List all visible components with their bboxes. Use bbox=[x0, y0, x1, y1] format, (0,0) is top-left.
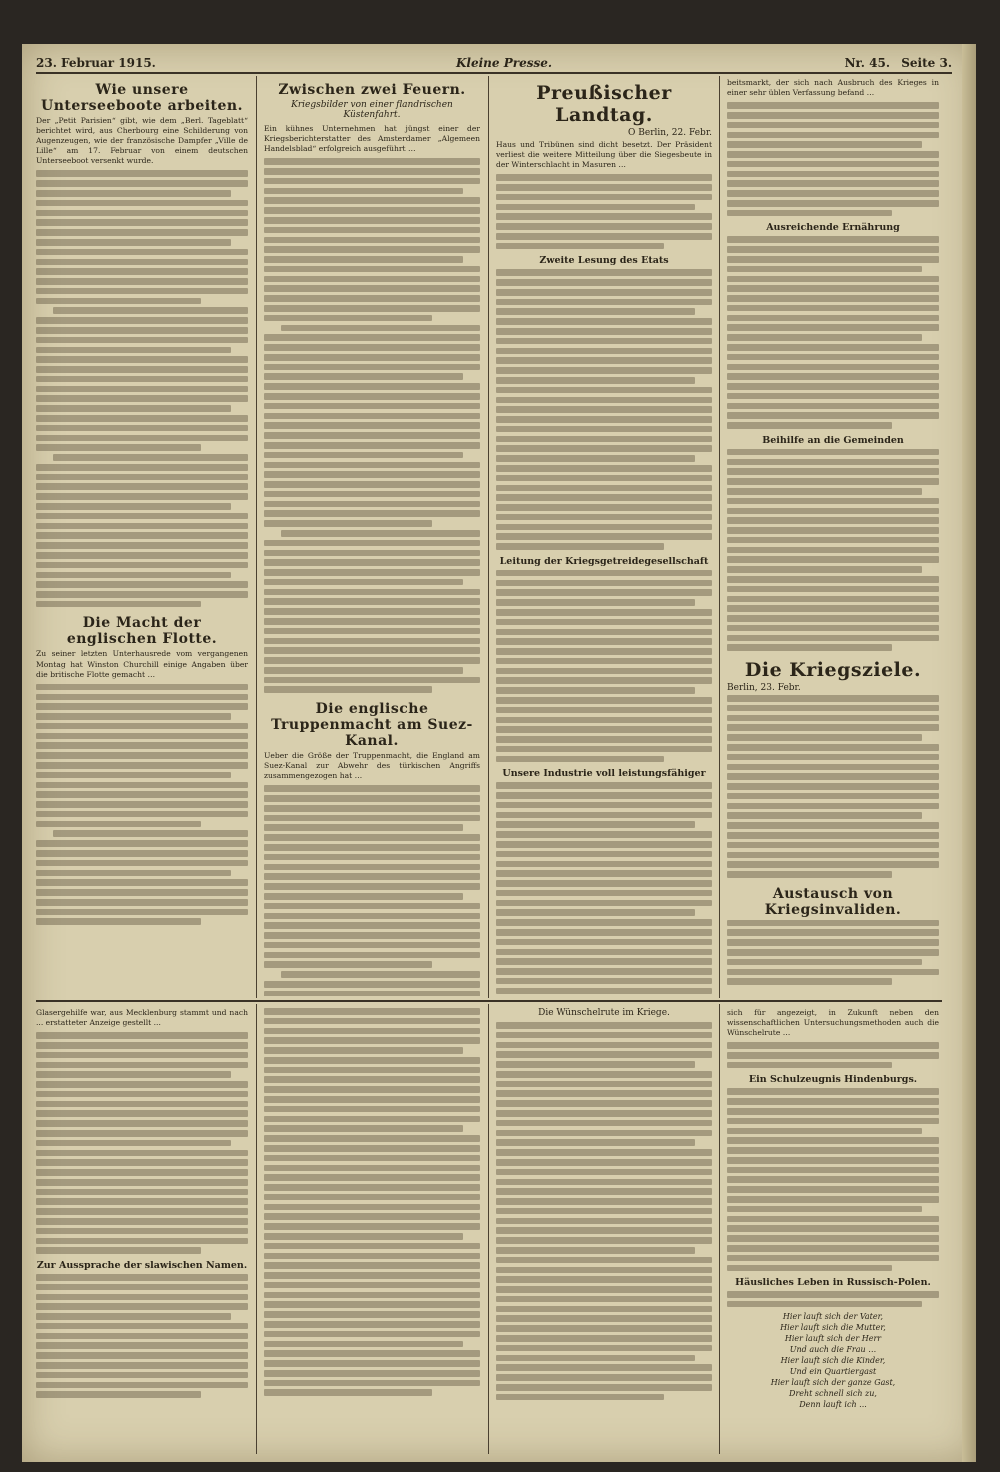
section-ernaehrung: Ausreichende Ernährung bbox=[766, 222, 900, 234]
section-industrie: Unsere Industrie voll leistungsfähiger bbox=[502, 768, 706, 780]
article-intro: Ueber die Größe der Truppenmacht, die England am Suez-Kanal zur Abwehr des türkischen Angriffs zusammengezogen hat … bbox=[264, 751, 480, 781]
feuilleton-column-3 bbox=[496, 1008, 712, 1454]
page-spine bbox=[962, 44, 976, 1462]
article-body bbox=[264, 785, 480, 996]
article-body bbox=[727, 236, 939, 428]
feuilleton-text: Glasergehilfe war, aus Mecklenburg stammt und nach ... erstatteter Anzeige gestellt ... bbox=[36, 1008, 248, 1028]
section-getreide: Leitung der Kriegsgetreidegesellschaft bbox=[499, 555, 709, 567]
article-body bbox=[727, 449, 939, 651]
poem-line: Hier lauft sich die Mutter, bbox=[780, 1323, 886, 1333]
poem-line: Hier lauft sich der Herr bbox=[784, 1334, 882, 1344]
feuilleton-body bbox=[727, 1042, 939, 1068]
feuilleton-body bbox=[496, 1022, 712, 1400]
feuilleton-column-4 bbox=[727, 1008, 939, 1454]
article-body bbox=[36, 170, 248, 607]
article-intro: Haus und Tribünen sind dicht besetzt. Der Präsident verliest die weitere Mitteilung über die Siegesbeute in der Winterschlacht in Masuren … bbox=[496, 140, 712, 170]
article-body bbox=[496, 269, 712, 549]
headline-suez-kanal: Die englische Truppenmacht am Suez-Kanal. bbox=[271, 701, 473, 750]
article-continuation: beitsmarkt, der sich nach Ausbruch des Krieges in einer sehr üblen Verfassung befand … bbox=[727, 78, 939, 98]
article-body bbox=[36, 684, 248, 925]
article-body bbox=[496, 782, 712, 996]
masthead-date: 23. Februar 1915. bbox=[36, 56, 156, 70]
feuilleton-column-2 bbox=[264, 1008, 480, 1454]
article-column-4 bbox=[727, 78, 939, 996]
masthead bbox=[36, 56, 952, 74]
feuilleton-body bbox=[727, 1291, 939, 1307]
subhead-kuestenfahrt: Kriegsbilder von einer flandrischen Küstenfahrt. bbox=[291, 100, 453, 120]
feuilleton-divider bbox=[36, 1000, 942, 1002]
feuilleton-body bbox=[727, 1088, 939, 1271]
poem bbox=[727, 1311, 939, 1410]
column-rule bbox=[488, 1004, 489, 1454]
poem-line: Denn lauft ich ... bbox=[799, 1400, 867, 1410]
headline-kriegsziele: Die Kriegsziele. bbox=[744, 659, 922, 682]
article-intro: Der „Petit Parisien“ gibt, wie dem „Berl. Tageblatt“ berichtet wird, aus Cherbourg eine Schilderung von Augenzeugen, wie der französische Dampfer „Ville de Lille“ am 17. Februar von einem deutschen Unterseeboot versenkt wurde. bbox=[36, 116, 248, 166]
section-slawische-namen: Zur Aussprache der slawischen Namen. bbox=[36, 1259, 248, 1271]
article-body bbox=[727, 102, 939, 216]
poem-line: Hier lauft sich die Kinder, bbox=[780, 1356, 886, 1366]
feuilleton-body bbox=[36, 1274, 248, 1398]
headline-flotte: Die Macht der englischen Flotte. bbox=[66, 615, 218, 648]
feuilleton-body bbox=[264, 1008, 480, 1396]
poem-line: Hier lauft sich der ganze Gast, bbox=[770, 1378, 896, 1388]
article-body bbox=[264, 158, 480, 693]
headline-zwei-feuern: Zwischen zwei Feuern. bbox=[278, 82, 466, 98]
dateline-kriegsziele: Berlin, 23. Febr. bbox=[727, 683, 801, 694]
feuilleton-text: sich für angezeigt, in Zukunft neben den wissenschaftlichen Untersuchungsmethoden auch die Wünschelrute … bbox=[727, 1008, 939, 1038]
section-zweite-lesung: Zweite Lesung des Etats bbox=[539, 255, 669, 267]
headline-unterseeboote: Wie unsere Unterseeboote arbeiten. bbox=[41, 82, 243, 114]
column-rule bbox=[719, 76, 720, 998]
article-column-1 bbox=[36, 78, 248, 996]
article-column-2 bbox=[264, 78, 480, 996]
article-column-3 bbox=[496, 78, 712, 996]
headline-kriegsinvaliden: Austausch von Kriegsinvaliden. bbox=[764, 885, 902, 918]
section-beihilfe: Beihilfe an die Gemeinden bbox=[762, 434, 904, 446]
masthead-page: Seite 3. bbox=[901, 56, 952, 70]
article-body bbox=[496, 570, 712, 762]
article-intro: Ein kühnes Unternehmen hat jüngst einer der Kriegsberichterstatter des Amsterdamer „Algemeen Handelsblad“ erfolgreich ausgeführt … bbox=[264, 124, 480, 154]
poem-line: Und ein Quartiergast bbox=[789, 1367, 877, 1377]
section-hindenburg: Ein Schulzeugnis Hindenburgs. bbox=[748, 1074, 918, 1086]
feuilleton-heading: Die Wünschelrute im Kriege. bbox=[538, 1008, 670, 1018]
article-intro: Zu seiner letzten Unterhausrede vom vergangenen Montag hat Winston Churchill einige Angaben über die britische Flotte gemacht … bbox=[36, 649, 248, 679]
poem-line: Dreht schnell sich zu, bbox=[789, 1389, 877, 1399]
dateline-landtag: O Berlin, 22. Febr. bbox=[628, 128, 712, 138]
masthead-paper: Kleine Presse. bbox=[456, 56, 553, 70]
article-body bbox=[496, 174, 712, 249]
column-rule bbox=[719, 1004, 720, 1454]
column-rule bbox=[488, 76, 489, 998]
poem-line: Hier lauft sich der Vater, bbox=[782, 1312, 884, 1322]
column-rule bbox=[256, 76, 257, 998]
feuilleton-column-1 bbox=[36, 1008, 248, 1454]
feuilleton-body bbox=[36, 1032, 248, 1254]
newspaper-page bbox=[22, 44, 976, 1462]
poem-line: Und auch die Frau … bbox=[789, 1345, 877, 1355]
article-body bbox=[727, 695, 939, 878]
article-body bbox=[727, 920, 939, 985]
masthead-number: Nr. 45. bbox=[844, 56, 890, 70]
section-russisch-polen: Häusliches Leben in Russisch-Polen. bbox=[735, 1277, 931, 1289]
headline-landtag: Preußischer Landtag. bbox=[536, 82, 672, 126]
column-rule bbox=[256, 1004, 257, 1454]
